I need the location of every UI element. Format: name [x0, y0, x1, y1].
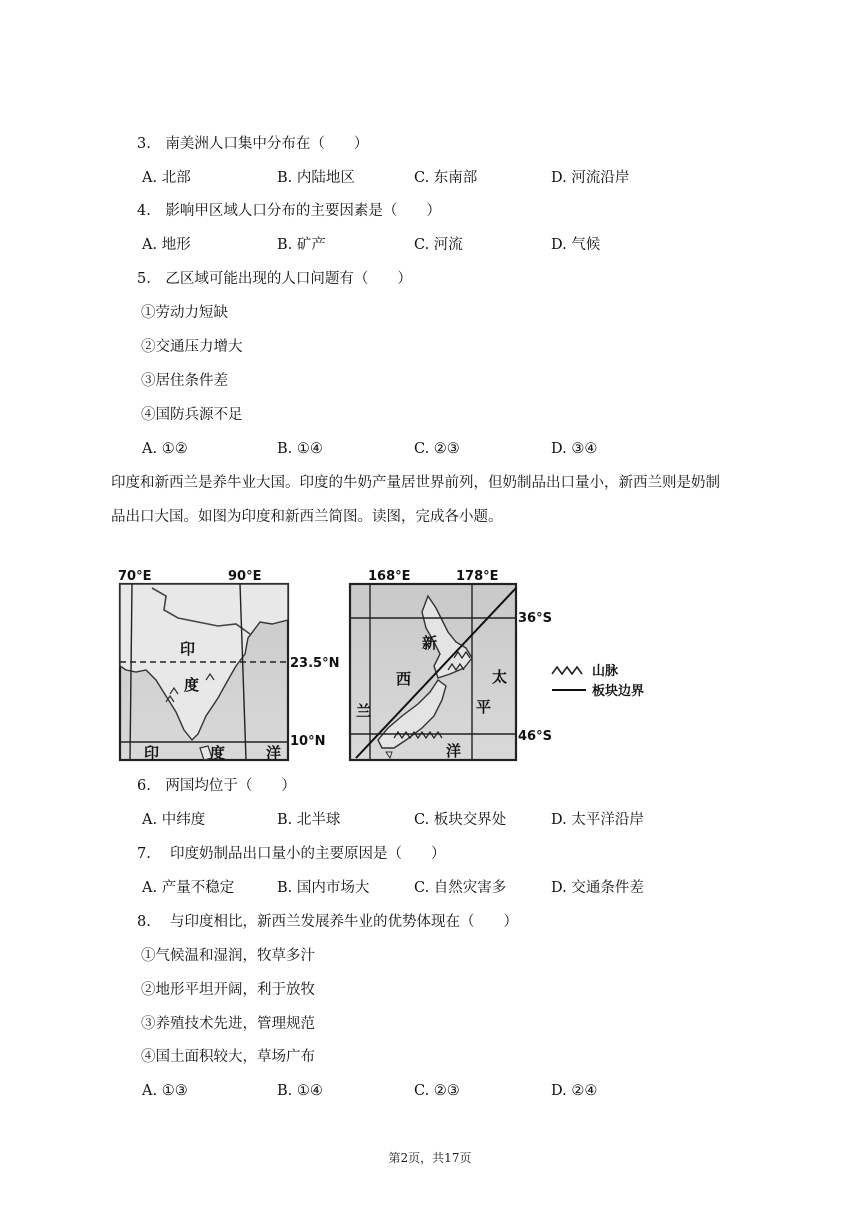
- question-3-option-a: A. 北部: [142, 170, 191, 186]
- question-8-option-d: D. ②④: [551, 1083, 598, 1099]
- question-5-option-c: C. ②③: [414, 441, 460, 457]
- question-6-option-c: C. 板块交界处: [414, 812, 507, 828]
- question-4-option-b: B. 矿产: [277, 237, 326, 253]
- question-8-option-a: A. ①③: [142, 1083, 188, 1099]
- question-5-stem: 5. 乙区域可能出现的人口问题有（ ）: [137, 271, 412, 287]
- nz-ocean-char-2: 平: [476, 698, 492, 716]
- question-5-statement-1: ①劳动力短缺: [141, 305, 228, 321]
- nz-ocean-char-1: 太: [492, 668, 508, 686]
- question-6-stem: 6. 两国均位于（ ）: [137, 778, 296, 794]
- question-4-stem: 4. 影响甲区域人口分布的主要因素是（ ）: [137, 203, 441, 219]
- passage-line-1: 印度和新西兰是养牛业大国。印度的牛奶产量居世界前列，但奶制品出口量小，新西兰则是奶制: [111, 475, 720, 491]
- nz-lat-label-2: 46°S: [518, 729, 552, 744]
- question-3-stem: 3. 南美洲人口集中分布在（ ）: [137, 136, 369, 152]
- nz-ocean-char-3: 洋: [446, 742, 462, 760]
- nz-map: [350, 569, 552, 760]
- question-5-statement-2: ②交通压力增大: [141, 339, 243, 355]
- question-7-stem: 7. 印度奶制品出口量小的主要原因是（ ）: [137, 846, 446, 862]
- map-legend: [552, 664, 644, 699]
- question-7-option-d: D. 交通条件差: [551, 880, 644, 896]
- india-ocean-char-2: 度: [210, 744, 226, 762]
- india-lon-label-1: 70°E: [118, 569, 152, 584]
- india-ocean-char-1: 印: [144, 744, 160, 762]
- passage-line-2: 品出口大国。如图为印度和新西兰简图。读图，完成各小题。: [111, 509, 503, 525]
- question-8-statement-1: ①气候温和湿润，牧草多汁: [141, 948, 315, 964]
- question-5-statement-3: ③居住条件差: [141, 373, 228, 389]
- question-8-statement-2: ②地形平坦开阔，利于放牧: [141, 982, 315, 998]
- question-3-option-d: D. 河流沿岸: [551, 170, 630, 186]
- question-5-statement-4: ④国防兵源不足: [141, 407, 243, 423]
- india-lon-label-2: 90°E: [228, 569, 262, 584]
- question-8-option-c: C. ②③: [414, 1083, 460, 1099]
- question-6-option-d: D. 太平洋沿岸: [551, 812, 644, 828]
- legend-mountain-symbol: [552, 667, 582, 674]
- question-5-option-b: B. ①④: [277, 441, 323, 457]
- question-8-statement-4: ④国土面积较大，草场广布: [141, 1049, 315, 1065]
- question-6-option-b: B. 北半球: [277, 812, 341, 828]
- nz-country-char-1: 新: [422, 634, 438, 652]
- question-4-option-a: A. 地形: [142, 237, 191, 253]
- india-ocean-char-3: 洋: [266, 744, 282, 762]
- india-nz-map-figure: [100, 562, 660, 772]
- legend-plate-boundary-label: 板块边界: [592, 684, 645, 699]
- page-footer: 第2页，共17页: [388, 1151, 472, 1165]
- india-country-char-1: 印: [180, 640, 196, 658]
- nz-lon-label-1: 168°E: [368, 569, 411, 584]
- nz-lon-label-2: 178°E: [456, 569, 499, 584]
- nz-country-char-2: 西: [396, 670, 412, 688]
- question-8-stem: 8. 与印度相比，新西兰发展养牛业的优势体现在（ ）: [137, 914, 518, 930]
- nz-country-char-3: 兰: [356, 702, 372, 720]
- india-lat-label-1: 23.5°N: [290, 656, 340, 671]
- india-lat-label-2: 10°N: [290, 734, 326, 749]
- question-3-option-b: B. 内陆地区: [277, 170, 355, 186]
- question-6-option-a: A. 中纬度: [142, 812, 206, 828]
- question-4-option-d: D. 气候: [551, 237, 601, 253]
- nz-lat-label-1: 36°S: [518, 611, 552, 626]
- question-7-option-a: A. 产量不稳定: [142, 880, 235, 896]
- legend-mountain-label: 山脉: [592, 664, 619, 679]
- question-7-option-b: B. 国内市场大: [277, 880, 370, 896]
- question-3-option-c: C. 东南部: [414, 170, 478, 186]
- question-8-option-b: B. ①④: [277, 1083, 323, 1099]
- india-country-char-2: 度: [184, 676, 200, 694]
- question-7-option-c: C. 自然灾害多: [414, 880, 507, 896]
- question-8-statement-3: ③养殖技术先进，管理规范: [141, 1016, 315, 1032]
- india-map: [118, 569, 339, 762]
- question-4-option-c: C. 河流: [414, 237, 463, 253]
- question-5-option-a: A. ①②: [142, 441, 188, 457]
- question-5-option-d: D. ③④: [551, 441, 598, 457]
